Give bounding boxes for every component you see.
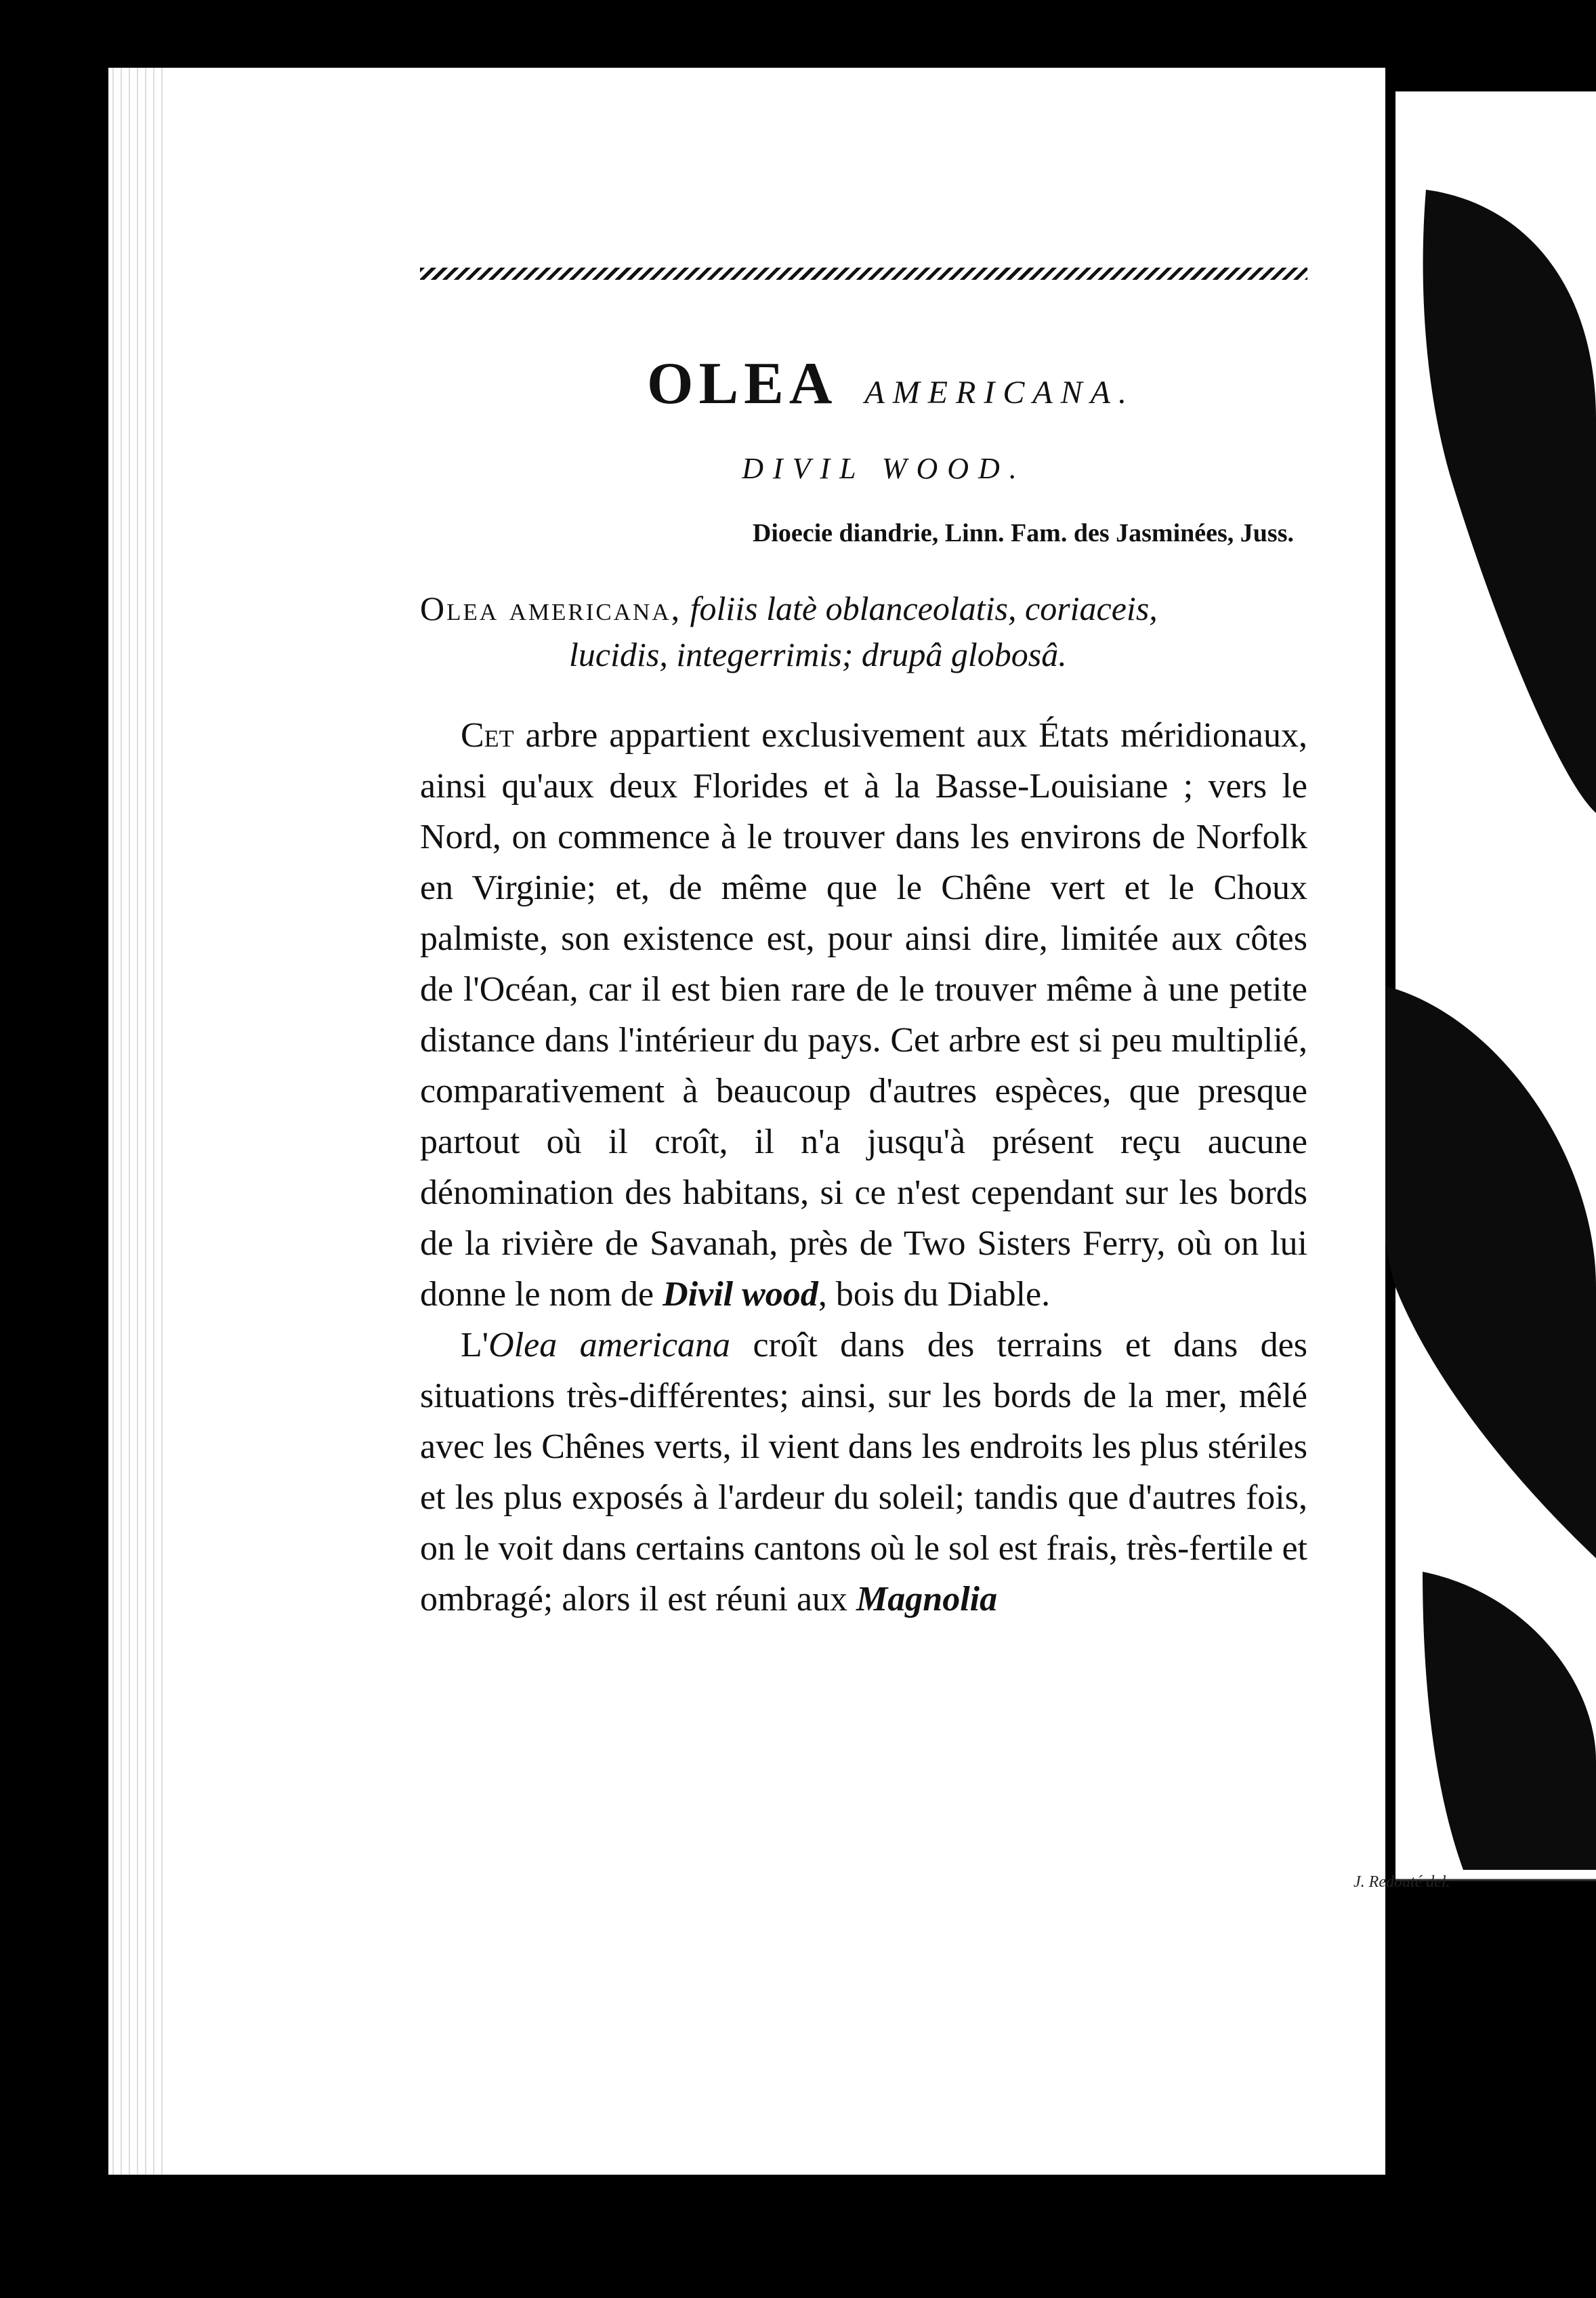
page-edge (108, 68, 163, 2175)
decorative-rule (420, 268, 1307, 280)
paragraph-1-text: arbre appartient exclusivement aux États méridionaux, ainsi qu'aux deux Florides et à la Basse-Louisiane ; vers le Nord, on commence à le trouver dans les environs de Norfolk en Virginie; et, de même que le Chêne vert et le Choux palmiste, son existence est, pour ainsi dire, limitée aux côtes de l'Océan, car il est bien rare de le trouver même à une petite distance dans l'intérieur du pays. Cet arbre est si peu multiplié, comparativement à beaucoup d'autres espèces, que presque partout où il croît, il n'a jusqu'à présent reçu aucune dénomination des habitans, si ce n'est cependant sur les bords de la rivière de Savanah, près de Two Sisters Ferry, où on lui donne le nom de (420, 716, 1307, 1314)
title-genus: OLEA (647, 351, 838, 417)
paragraph-1 (420, 710, 1307, 1320)
diagnosis-latin-line1: foliis latè oblanceolatis, coriaceis, (690, 589, 1158, 627)
diagnosis-latin-line2: lucidis, integerrimis; drupâ globosâ. (569, 635, 1067, 673)
classification: Dioecie diandrie, Linn. Fam. des Jasminées, Juss. (752, 519, 1294, 547)
paragraph-2-end: Magnolia (856, 1580, 998, 1618)
page-content (420, 268, 1307, 1625)
paragraph-1-end: , bois du Diable. (818, 1275, 1051, 1314)
paragraph-2-lead: L' (461, 1326, 489, 1364)
paragraph-1-lead: Cet (461, 716, 514, 755)
diagnosis (420, 585, 1307, 677)
diagnosis-name: Olea americana, (420, 589, 682, 627)
page-title (474, 351, 1307, 417)
plate-credit: J. Redouté del. (1353, 1873, 1450, 1891)
paragraph-2-emphasis: Olea americana (488, 1326, 731, 1364)
common-name: DIVIL WOOD. (742, 452, 1026, 485)
title-species: AMERICANA. (864, 375, 1135, 411)
paragraph-2-text: croît dans des terrains et dans des situations très-différentes; ainsi, sur les bords de la mer, mêlé avec les Chênes verts, il vient dans les endroits les plus stériles et les plus exposés à l'ardeur du soleil; tandis que d'autres fois, on le voit dans certains cantons où le sol est frais, très-fertile et ombragé; alors il est réuni aux (420, 1326, 1307, 1618)
paragraph-1-emphasis: Divil wood (663, 1275, 818, 1314)
paragraph-2 (420, 1320, 1307, 1625)
body-text (420, 710, 1307, 1625)
